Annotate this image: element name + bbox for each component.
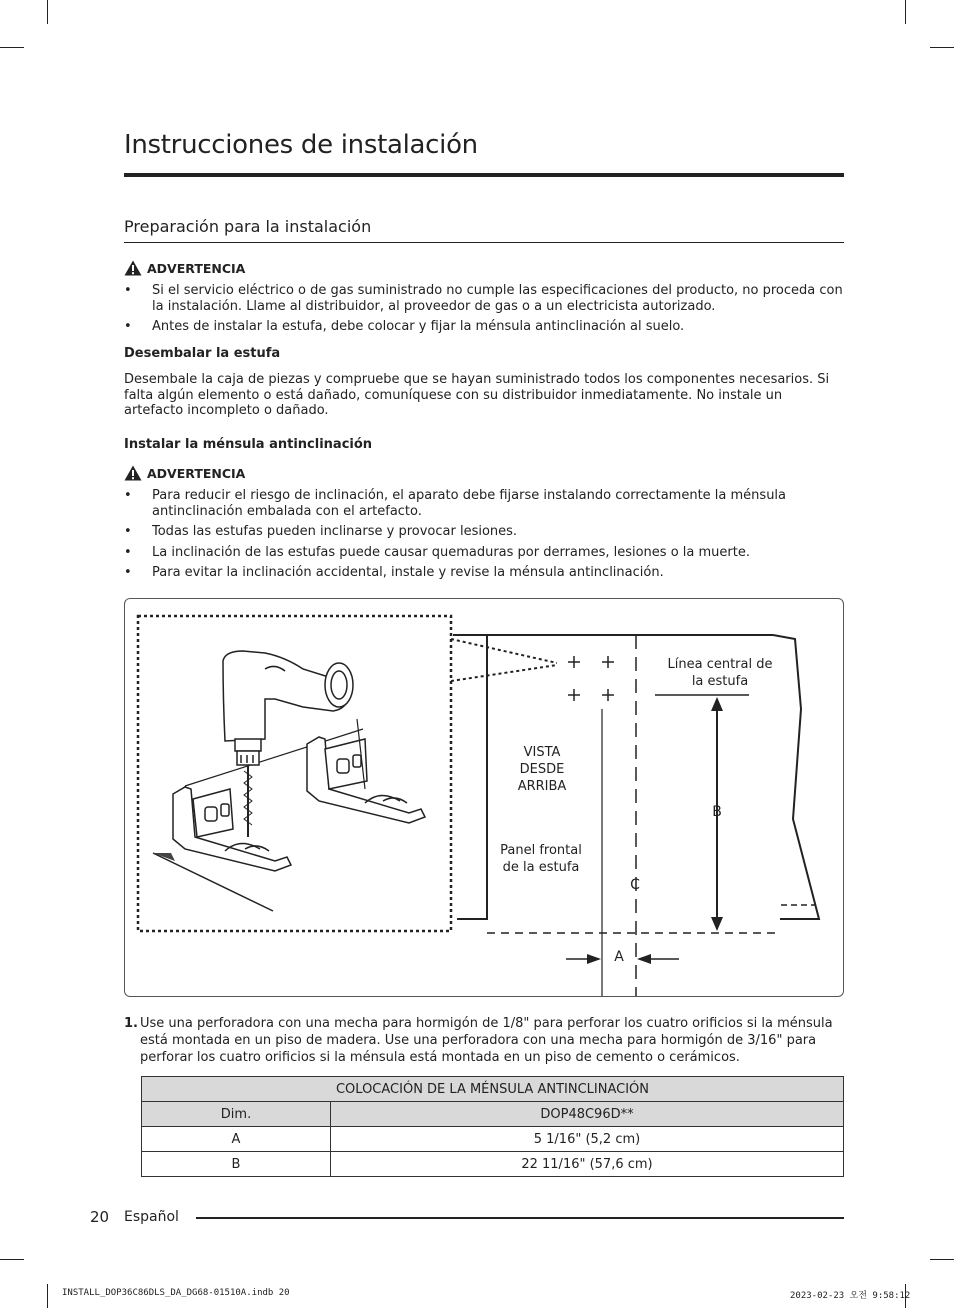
table-title: COLOCACIÓN DE LA MÉNSULA ANTINCLINACIÓN	[142, 1077, 844, 1102]
column-header-dim: Dim.	[142, 1102, 331, 1127]
footer-divider	[196, 1217, 844, 1219]
table-header-row	[142, 1102, 844, 1127]
crop-mark	[0, 47, 24, 48]
warning-heading	[124, 465, 245, 481]
list-item: • Todas las estufas pueden inclinarse y provocar lesiones.	[124, 524, 844, 540]
installation-diagram	[124, 598, 844, 997]
unpack-heading: Desembalar la estufa	[124, 346, 281, 361]
table-row	[142, 1127, 844, 1152]
list-item: • Antes de instalar la estufa, debe colocar y fijar la ménsula antinclinación al suelo.	[124, 319, 844, 335]
list-item: • La inclinación de las estufas puede causar quemaduras por derrames, lesiones o la muerte.	[124, 545, 844, 561]
column-header-model: DOP48C96D**	[331, 1102, 844, 1127]
label-line: ARRIBA	[517, 779, 567, 794]
label-line: Línea central de	[667, 657, 773, 672]
bracket-heading: Instalar la ménsula antinclinación	[124, 437, 373, 452]
label-line: de la estufa	[502, 860, 580, 875]
step-text: Use una perforadora con una mecha para hormigón de 1/8" para perforar los cuatro orificios si la ménsula está montada en un piso de madera. Use una perforadora con una mecha para hormigón de 3/16" para perforar los cuatro orificios si la ménsula está montada en un piso de cemento o cerámicos.	[140, 1016, 833, 1065]
label-line: VISTA	[523, 745, 561, 760]
list-item: • Si el servicio eléctrico o de gas suministrado no cumple las especificaciones del producto, no proceda con la instalación. Llame al distribuidor, al proveedor de gas o a un electricista autorizado.	[124, 283, 844, 314]
table-row	[142, 1152, 844, 1177]
step-1	[124, 1015, 844, 1066]
crop-mark	[905, 0, 906, 24]
crop-mark	[0, 1259, 24, 1260]
dimension-b-label: B	[712, 804, 722, 820]
list-item: • Para evitar la inclinación accidental, instale y revise la ménsula antinclinación.	[124, 565, 844, 581]
warning-label: ADVERTENCIA	[147, 260, 246, 276]
crop-mark	[47, 0, 48, 24]
hole-marks	[568, 656, 614, 701]
label-line: DESDE	[519, 762, 565, 777]
bracket-left	[173, 787, 291, 871]
warning-label: ADVERTENCIA	[147, 465, 246, 481]
page-number: 20	[90, 1208, 110, 1226]
table-cell: B	[142, 1152, 331, 1177]
file-slug: INSTALL_DOP36C86DLS_DA_DG68-01510A.indb 20	[62, 1288, 290, 1298]
bracket-right	[307, 737, 425, 823]
list-item: • Para reducir el riesgo de inclinación, el aparato debe fijarse instalando correctamente la ménsula antinclinación embalada con el artefacto.	[124, 488, 844, 519]
dimension-a-label: A	[614, 949, 624, 965]
centerline-label	[660, 656, 780, 690]
label-line: la estufa	[691, 674, 749, 689]
warning-list	[124, 488, 844, 586]
section-title: Preparación para la instalación	[124, 217, 372, 236]
crop-mark	[47, 1284, 48, 1308]
table-cell: A	[142, 1127, 331, 1152]
table-cell: 5 1/16" (5,2 cm)	[331, 1127, 844, 1152]
section-divider	[124, 242, 844, 243]
step-number: 1.	[124, 1016, 138, 1031]
footer-language: Español	[124, 1209, 179, 1225]
print-timestamp: 2023-02-23 오전 9:58:12	[790, 1291, 911, 1301]
title-divider	[124, 173, 844, 177]
label-line: Panel frontal	[500, 843, 582, 858]
callout-line	[451, 665, 557, 681]
warning-icon	[124, 260, 142, 276]
warning-icon	[124, 465, 142, 481]
warning-heading	[124, 260, 245, 276]
dimension-c-label: C	[630, 877, 640, 893]
unpack-text: Desembale la caja de piezas y compruebe que se hayan suministrado todos los componentes necesarios. Si falta algún elemento o está dañado, comuníquese con su distribuidor inmediatamente. No instale un artefacto incompleto o dañado.	[124, 372, 830, 418]
bracket-placement-table	[141, 1076, 844, 1177]
page-title: Instrucciones de instalación	[124, 130, 478, 160]
warning-list	[124, 283, 844, 340]
crop-mark	[930, 1259, 954, 1260]
table-title-row	[142, 1077, 844, 1102]
table-cell: 22 11/16" (57,6 cm)	[331, 1152, 844, 1177]
callout-line	[451, 639, 557, 663]
drill-illustration	[223, 651, 353, 837]
panel-label	[491, 842, 591, 876]
view-label	[502, 744, 582, 795]
crop-mark	[930, 47, 954, 48]
